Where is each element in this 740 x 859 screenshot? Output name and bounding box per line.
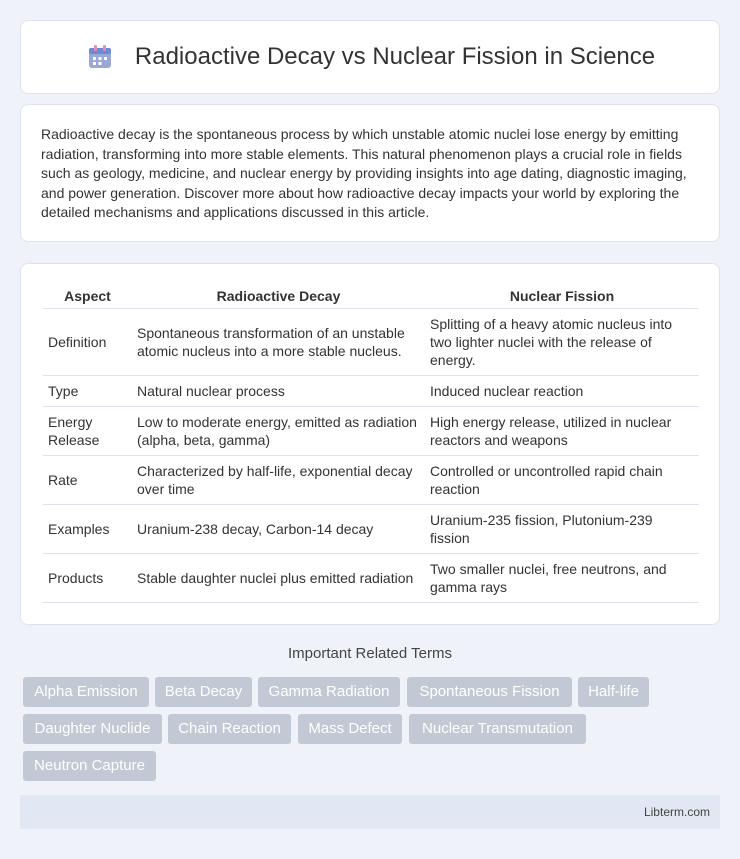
row-decay: Characterized by half-life, exponential decay over time — [132, 456, 425, 505]
comparison-table-card — [20, 263, 720, 625]
header-radioactive-decay: Radioactive Decay — [132, 284, 425, 309]
table-row — [43, 309, 699, 376]
row-fission: Controlled or uncontrolled rapid chain reaction — [425, 456, 699, 505]
table-header-row — [43, 284, 699, 309]
row-aspect: Examples — [43, 505, 132, 554]
intro-card — [20, 104, 720, 242]
tag-mass-defect[interactable]: Mass Defect — [298, 714, 402, 744]
page-title: Radioactive Decay vs Nuclear Fission in Science — [134, 43, 656, 70]
header-aspect: Aspect — [43, 284, 132, 309]
table-row — [43, 554, 699, 603]
title-card — [20, 20, 720, 94]
row-fission: Uranium-235 fission, Plutonium-239 fission — [425, 505, 699, 554]
tag-chain-reaction[interactable]: Chain Reaction — [168, 714, 291, 744]
tag-neutron-capture[interactable]: Neutron Capture — [23, 751, 156, 781]
row-decay: Uranium-238 decay, Carbon-14 decay — [132, 505, 425, 554]
tag-daughter-nuclide[interactable]: Daughter Nuclide — [23, 714, 162, 744]
row-fission: Two smaller nuclei, free neutrons, and gamma rays — [425, 554, 699, 603]
row-decay: Spontaneous transformation of an unstable atomic nucleus into a more stable nucleus. — [132, 309, 425, 376]
tag-nuclear-transmutation[interactable]: Nuclear Transmutation — [409, 714, 586, 744]
table-row — [43, 407, 699, 456]
row-aspect: Type — [43, 376, 132, 407]
tag-beta-decay[interactable]: Beta Decay — [155, 677, 252, 707]
row-aspect: Rate — [43, 456, 132, 505]
tag-spontaneous-fission[interactable]: Spontaneous Fission — [407, 677, 572, 707]
table-row — [43, 456, 699, 505]
row-aspect: Definition — [43, 309, 132, 376]
related-terms-title: Important Related Terms — [288, 645, 452, 662]
tag-gamma-radiation[interactable]: Gamma Radiation — [258, 677, 400, 707]
row-decay: Natural nuclear process — [132, 376, 425, 407]
intro-text: Radioactive decay is the spontaneous process by which unstable atomic nuclei lose energy by emitting radiation, transforming into more stable elements. This natural phenomenon plays a crucial role in fields such as geology, medicine, and nuclear energy by providing insights into age dating, diagnostic imaging, and power generation. Discover more about how radioactive decay impacts your world by exploring the detailed mechanisms and applications discussed in this article. — [41, 126, 687, 220]
tag-half-life[interactable]: Half-life — [578, 677, 649, 707]
row-fission: Induced nuclear reaction — [425, 376, 699, 407]
header-nuclear-fission: Nuclear Fission — [425, 284, 699, 309]
footer — [20, 795, 720, 829]
tag-alpha-emission[interactable]: Alpha Emission — [23, 677, 149, 707]
table-row — [43, 505, 699, 554]
row-fission: Splitting of a heavy atomic nucleus into two lighter nuclei with the release of energy. — [425, 309, 699, 376]
comparison-table — [43, 284, 699, 603]
calendar-icon — [85, 42, 115, 72]
footer-site-link[interactable]: Libterm.com — [643, 805, 710, 819]
row-decay: Stable daughter nuclei plus emitted radiation — [132, 554, 425, 603]
row-decay: Low to moderate energy, emitted as radiation (alpha, beta, gamma) — [132, 407, 425, 456]
row-aspect: Products — [43, 554, 132, 603]
row-aspect: Energy Release — [43, 407, 132, 456]
row-fission: High energy release, utilized in nuclear reactors and weapons — [425, 407, 699, 456]
table-row — [43, 376, 699, 407]
